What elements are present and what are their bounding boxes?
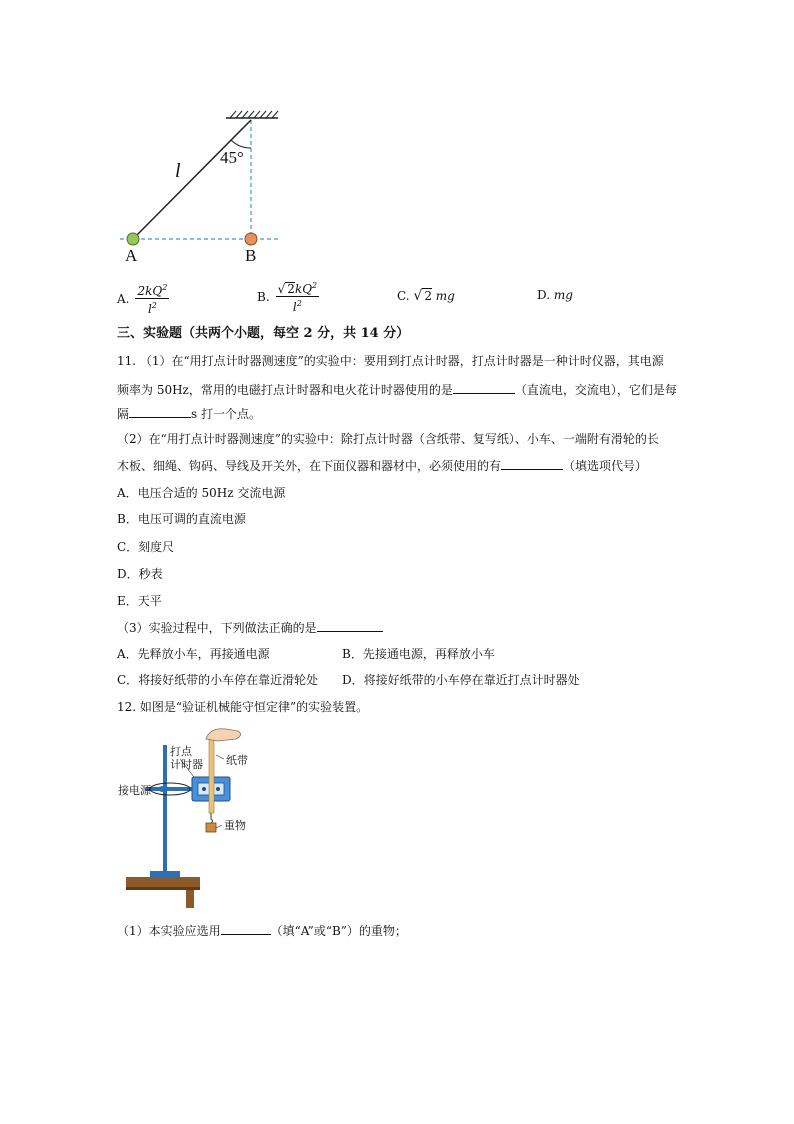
q11-part3-option-c: C．将接好纸带的小车停在靠近滑轮处 [117, 673, 319, 687]
q11-option-c: C．刻度尺 [117, 540, 175, 554]
option-a-label: A. [117, 291, 130, 306]
ball-a [127, 233, 139, 245]
q11-part3-option-b: B．先接通电源，再释放小车 [342, 647, 495, 661]
q11-line2: 频率为 50Hz，常用的电磁打点计时器和电火花计时器使用的是 （直流电，交流电），它们是每 [117, 383, 677, 397]
option-c: C. √ 2 mg [397, 288, 455, 304]
label-tape: 纸带 [226, 754, 248, 767]
option-a [117, 281, 169, 316]
q12-part1: （1）本实验应选用 （填“A”或“B”）的重物； [117, 924, 407, 938]
q11-part3-option-a: A．先释放小车，再接通电源 [117, 647, 270, 661]
option-b [257, 279, 319, 314]
option-b-label: B. [257, 289, 270, 304]
label-power: 接电源 [118, 784, 151, 797]
ball-b [245, 233, 257, 245]
option-a-fraction: $\frac{2kQ^2}{l^2}$ [137, 283, 168, 316]
label-timer-line2: 计时器 [170, 758, 203, 771]
length-label: l [175, 160, 181, 182]
pendulum-figure [110, 108, 290, 268]
option-b-fraction: $\frac{√ 2kQ^2}{l^2}$ [277, 281, 318, 314]
q11-line1: 11. （1）在“用打点计时器测速度”的实验中：要用到打点计时器，打点计时器是一种计时仪器，其电源 [117, 354, 664, 368]
label-timer-line1: 打点 [170, 745, 192, 758]
angle-label: 45° [220, 148, 244, 167]
q11-option-b: B．电压可调的直流电源 [117, 512, 246, 526]
q11-option-e: E．天平 [117, 594, 162, 608]
answer-blank-procedure[interactable] [317, 619, 383, 632]
answer-blank-weight[interactable] [221, 922, 271, 935]
label-weight: 重物 [224, 819, 246, 832]
q11-option-a: A．电压合适的 50Hz 交流电源 [117, 486, 286, 500]
section-heading: 三、实验题（共两个小题，每空 2 分，共 14 分） [117, 326, 410, 341]
answer-blank-current[interactable] [453, 381, 515, 394]
q11-part2-line1: （2）在“用打点计时器测速度”的实验中：除打点计时器（含纸带、复写纸）、小车、一端附有滑轮的长 [117, 432, 659, 446]
answer-blank-interval[interactable] [129, 405, 191, 418]
option-d: D. mg [537, 288, 573, 302]
q11-line3: 隔 s 打一个点。 [117, 407, 261, 421]
point-a-label: A [125, 246, 138, 265]
point-b-label: B [245, 246, 257, 265]
q12-intro: 12. 如图是“验证机械能守恒定律”的实验装置。 [117, 700, 369, 714]
q11-part2-line2: 木板、细绳、钩码、导线及开关外，在下面仪器和器材中，必须使用的有 （填选项代号） [117, 459, 648, 473]
q11-option-d: D．秒表 [117, 567, 163, 581]
answer-blank-equipment[interactable] [501, 457, 563, 470]
q11-part3: （3）实验过程中，下列做法正确的是 [117, 619, 383, 636]
q11-part3-option-d: D．将接好纸带的小车停在靠近打点计时器处 [342, 673, 580, 687]
